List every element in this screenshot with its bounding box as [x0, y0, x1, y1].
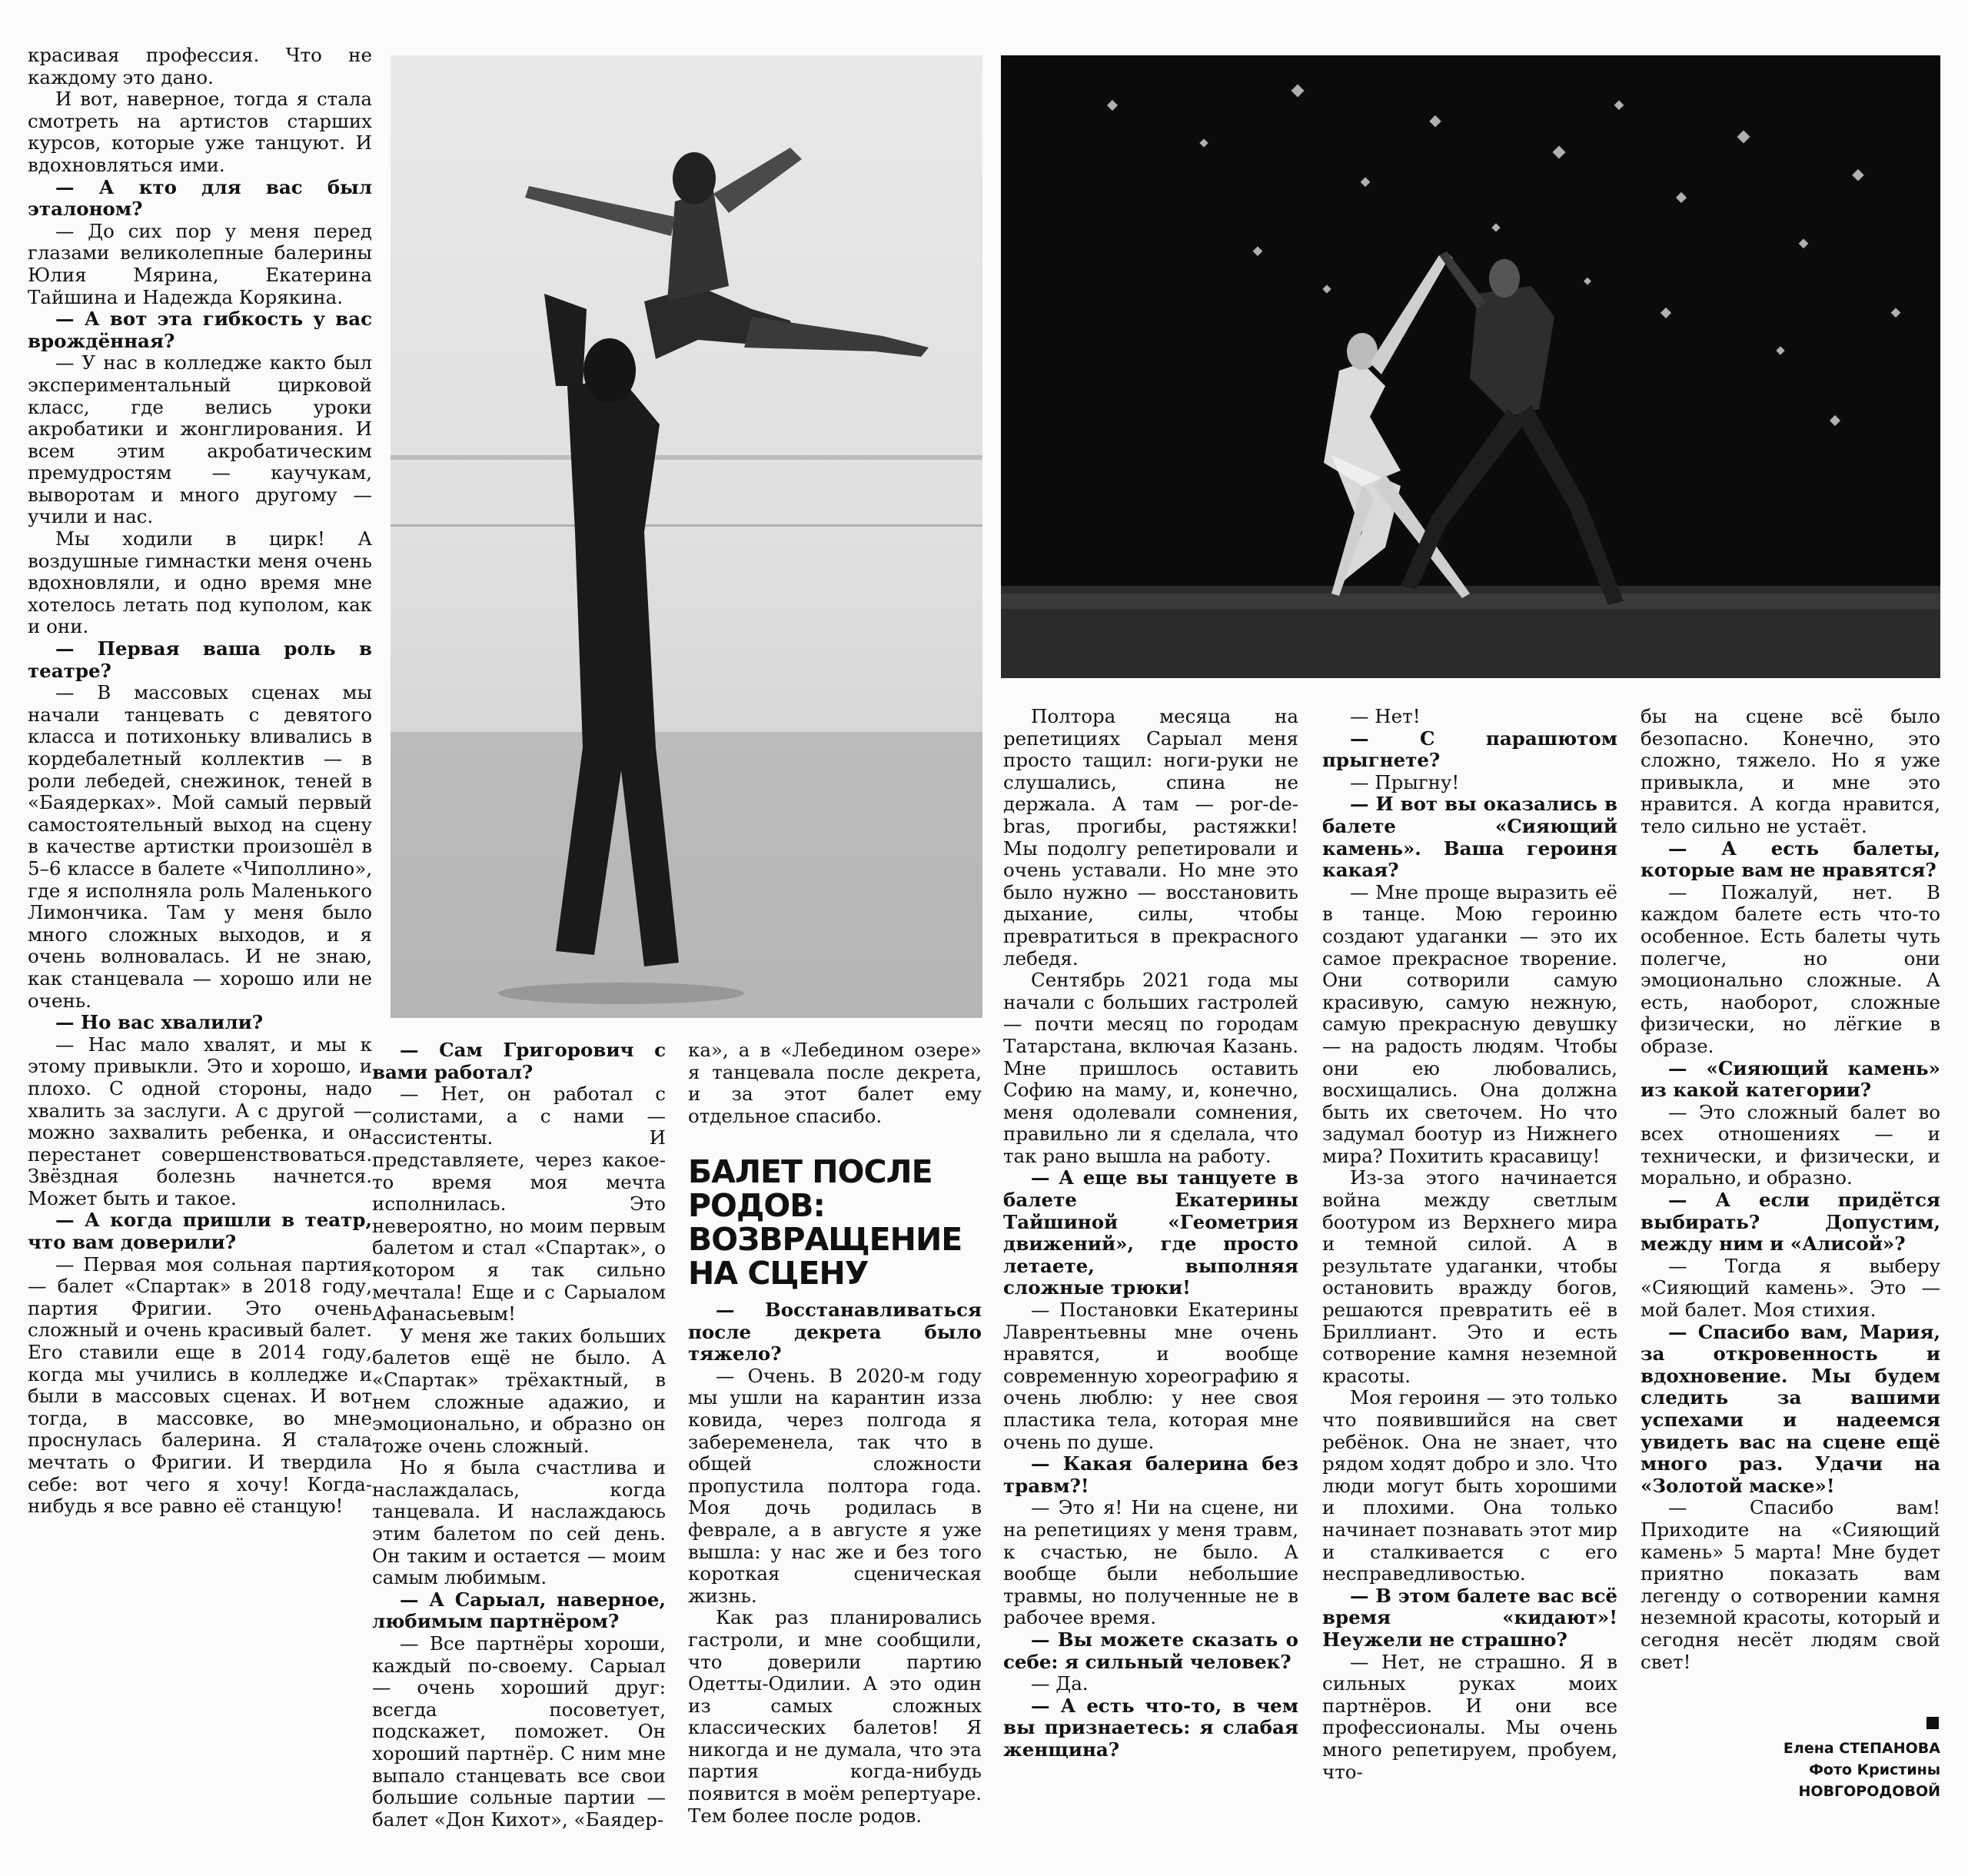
article-column-3-top	[688, 1039, 982, 1127]
paragraph: ка», а в «Лебедином озере» я танцевала после декрета, и за этот балет ему отдельное спасибо.	[688, 1039, 982, 1127]
byline	[1784, 1738, 1940, 1802]
paragraph: Из-за этого начинается война между светлым боотуром из Верхнего мира и темной силой. А в результате удаганки, чтобы остановить вражду богов, решаются превратить её в Бриллиант. Это и есть сотворение камня неземной красоты.	[1322, 1166, 1617, 1387]
paragraph: — Пожалуй, нет. В каждом балете есть что-то особенное. Есть балеты чуть полегче, но они эмоционально сложные. А есть, наоборот, сложные физически, но лёгкие в образе.	[1641, 880, 1940, 1057]
interview-question: — Восстанавливаться после декрета было тяжело?	[688, 1299, 982, 1365]
section-headline: БАЛЕТ ПОСЛЕ РОДОВ: ВОЗВРАЩЕНИЕ НА СЦЕНУ	[688, 1153, 962, 1292]
article-column-5	[1322, 706, 1617, 1783]
paragraph: — В массовых сценах мы начали танцевать с девятого класса и потихоньку вливались в кордебалетный коллектив — в роли лебедей, снежинок, теней в «Баядерках». Мой самый первый самостоятельный выход на сцену в качестве артистки произошёл в 5–6 классе в балете «Чиполлино», где я исполняла роль Маленького Лимончика. Там у меня было много сложных выходов, и я очень волновалась. И не знаю, как станцевала — хорошо или не очень.	[28, 681, 372, 1012]
article-column-1	[28, 45, 372, 1518]
interview-question: — Сам Григорович с вами работал?	[372, 1039, 666, 1083]
interview-question: — А если придётся выбирать? Допустим, между ним и «Алисой»?	[1641, 1189, 1940, 1256]
byline-photographer: НОВГОРОДОВОЙ	[1798, 1783, 1940, 1800]
article-column-2	[372, 1039, 666, 1831]
paragraph: — Первая моя сольная партия — балет «Спартак» в 2018 году, партия Фригии. Это очень сложный и очень красивый балет. Его ставили еще в 2014 году, когда мы учились в колледже и были в массовых сценах. И вот тогда, в массовке, во мне проснулась балерина. Я стала мечтать о Фригии. И твердила себе: вот чего я хочу! Когда-нибудь я все равно её станцую!	[28, 1252, 372, 1518]
byline-author: Елена СТЕПАНОВА	[1783, 1740, 1940, 1757]
article-column-4	[1003, 706, 1298, 1761]
interview-question: — С парашютом прыгнете?	[1322, 727, 1617, 772]
paragraph: — Очень. В 2020-м году мы ушли на карантин изза ковида, через полгода я забеременела, так что в общей сложности пропустила полтора года. Моя дочь родилась в феврале, а в августе я уже вышла: у нас же и без того короткая сценическая жизнь.	[688, 1364, 982, 1607]
paragraph: — У нас в колледже както был экспериментальный цирковой класс, где велись уроки акробатики и жонглирования. И всем этим акробатическим премудростям — каучукам, выворотам и много другому — учили и нас.	[28, 351, 372, 528]
interview-question: — «Сияющий камень» из какой категории?	[1641, 1056, 1940, 1102]
paragraph: — Нет!	[1350, 705, 1421, 727]
paragraph: — Да.	[1031, 1672, 1089, 1695]
paragraph: — Это я! Ни на сцене, ни на репетициях у меня травм, к счастью, не было. А вообще были небольшие травмы, но полученные не в рабочее время.	[1003, 1496, 1298, 1629]
paragraph: — Нас мало хвалят, и мы к этому привыкли. Это и хорошо, и плохо. С одной стороны, надо хвалить за заслуги. А с другой — можно захвалить ребенка, и он перестанет совершенствоваться. Звёздная болезнь начнется. Может быть и такое.	[28, 1033, 372, 1209]
interview-question: — А еще вы танцуете в балете Екатерины Тайшиной «Геометрия движений», где просто летаете, выполняя сложные трюки!	[1003, 1166, 1298, 1299]
interview-question: — Спасибо вам, Мария, за откровенность и вдохновение. Мы будем следить за вашими успехами и надеемся увидеть вас на сцене ещё много раз. Удачи на «Золотой маске»!	[1641, 1320, 1940, 1497]
paragraph: — Это сложный балет во всех отношениях — и технически, и физически, и морально, и образно.	[1641, 1100, 1940, 1189]
paragraph: Сентябрь 2021 года мы начали с больших гастролей — почти месяц по городам Татарстана, включая Казань. Мне пришлось оставить Софию на маму, и, конечно, меня одолевали сомнения, правильно ли я сделала, что так рано вышла на работу.	[1003, 969, 1298, 1167]
paragraph: — Тогда я выберу «Сияющий камень». Это — мой балет. Моя стихия.	[1641, 1254, 1940, 1322]
rehearsal-photo-image	[391, 55, 982, 1018]
paragraph: И вот, наверное, тогда я стала смотреть на артистов старших курсов, которые уже танцуют. И вдохновляться ими.	[28, 88, 372, 176]
rehearsal-photo	[391, 55, 982, 1018]
interview-question: — И вот вы оказались в балете «Сияющий камень». Ваша героиня какая?	[1322, 793, 1617, 882]
paragraph: — До сих пор у меня перед глазами великолепные балерины Юлия Мярина, Екатерина Тайшина и Надежда Корякина.	[28, 219, 372, 308]
stage-photo-image	[1001, 55, 1940, 678]
interview-question: — Какая балерина без травм?!	[1003, 1452, 1298, 1497]
interview-question: — А есть балеты, которые вам не нравятся?	[1641, 837, 1940, 882]
article-column-6	[1641, 706, 1940, 1673]
interview-question: — Первая ваша роль в театре?	[28, 637, 372, 682]
paragraph: бы на сцене всё было безопасно. Конечно, это сложно, тяжело. Но я уже привыкла, и мне это нравится. А когда нравится, тело сильно не устаёт.	[1641, 705, 1940, 837]
paragraph: Но я была счастлива и наслаждалась, когда танцевала. И наслаждаюсь этим балетом по сей день. Он таким и остается — моим самым любимым.	[372, 1456, 666, 1589]
paragraph: — Мне проще выразить её в танце. Мою героиню создают удаганки — это их самое прекрасное творение. Они сотворили самую красивую, самую нежную, самую прекрасную девушку — на радость людям. Чтобы они ею любовались, восхищались. Она должна быть их светочем. Но что задумал боотур из Нижнего мира? Похитить красавицу!	[1322, 880, 1617, 1167]
byline-photo-credit: Фото Кристины	[1809, 1761, 1940, 1778]
paragraph: — Постановки Екатерины Лаврентьевны мне очень нравятся, и вообще современную хореографию я очень люблю: у нее своя пластика тела, которая мне очень по душе.	[1003, 1299, 1298, 1453]
paragraph: Моя героиня — это только что появившийся на свет ребёнок. Она не знает, что рядом ходят добро и зло. Что люди могут быть хорошими и плохими. Она только начинает познавать этот мир и сталкивается с его несправедливостью.	[1322, 1386, 1617, 1585]
interview-question: — А есть что-то, в чем вы признаетесь: я слабая женщина?	[1003, 1694, 1298, 1761]
article-column-3	[688, 1299, 982, 1827]
paragraph: Полтора месяца на репетициях Сарыал меня просто тащил: ноги-руки не слушались, спина не держала. А там — por-de-bras, прогибы, растяжки! Мы подолгу репетировали и очень уставали. Но мне это было нужно — восстановить дыхание, силы, чтобы превратиться в прекрасного лебедя.	[1003, 705, 1298, 970]
interview-question: — А Сарыал, наверное, любимым партнёром?	[372, 1588, 666, 1633]
paragraph: — Спасибо вам! Приходите на «Сияющий камень» 5 марта! Мне будет приятно показать вам легенду о сотворении камня неземной красоты, который и сегодня несёт людям свой свет!	[1641, 1496, 1940, 1673]
paragraph: У меня же таких больших балетов ещё не было. А «Спартак» трёхактный, в нем сложные адажио, и эмоционально, и образно он тоже очень сложный.	[372, 1324, 666, 1457]
interview-question: — А когда пришли в театр, что вам доверили?	[28, 1209, 372, 1254]
article-end-mark	[1926, 1717, 1939, 1729]
paragraph: — Все партнёры хороши, каждый по-своему. Сарыал — очень хороший друг: всегда посоветует, подскажет, поможет. Он хороший партнёр. С ним мне выпало станцевать все свои большие сольные партии — балет «Дон Кихот», «Баядер-	[372, 1632, 666, 1831]
paragraph: Как раз планировались гастроли, и мне сообщили, что доверили партию Одетты-Одилии. А это один из самых сложных классических балетов! Я никогда и не думала, что эта партия когда-нибудь появится в моём репертуаре. Тем более после родов.	[688, 1606, 982, 1827]
interview-question: — Но вас хвалили?	[55, 1011, 264, 1034]
paragraph: красивая профессия. Что не каждому это дано.	[28, 44, 372, 88]
interview-question: — В этом балете вас всё время «кидают»! Неужели не страшно?	[1322, 1584, 1617, 1651]
interview-question: — А вот эта гибкость у вас врождённая?	[28, 308, 372, 352]
paragraph: Мы ходили в цирк! А воздушные гимнастки меня очень вдохновляли, и одно время мне хотелось летать под куполом, как и они.	[28, 527, 372, 638]
interview-question: — Вы можете сказать о себе: я сильный человек?	[1003, 1628, 1298, 1673]
paragraph: — Нет, он работал с солистами, а с нами — ассистенты. И представляете, через какое-то время моя мечта исполнилась. Это невероятно, но моим первым балетом и стал «Спартак», о котором я так сильно мечтала! Еще и с Сарыалом Афанасьевым!	[372, 1083, 666, 1326]
paragraph: — Нет, не страшно. Я в сильных руках моих партнёров. И они все профессионалы. Мы очень много репетируем, пробуем, что-	[1322, 1650, 1617, 1783]
paragraph: — Прыгну!	[1350, 770, 1460, 793]
stage-photo	[1001, 55, 1940, 678]
interview-question: — А кто для вас был эталоном?	[28, 175, 372, 221]
